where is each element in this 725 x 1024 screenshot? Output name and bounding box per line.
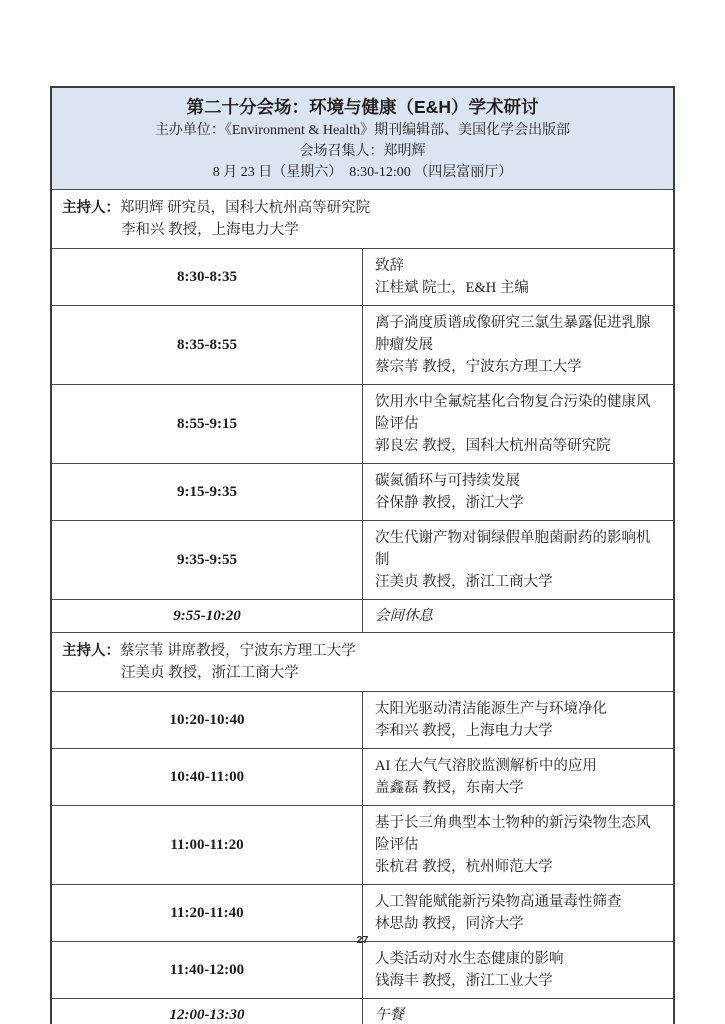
page-number: 27 [356, 934, 369, 946]
talk-speaker: 李和兴 教授，上海电力大学 [375, 723, 553, 739]
talk-title: 太阳光驱动清洁能源生产与环境净化 [375, 701, 607, 717]
moderator-line [62, 640, 663, 662]
talk-title: 饮用水中全氟烷基化合物复合污染的健康风险评估 [375, 394, 651, 432]
session-header-row [51, 87, 674, 190]
session-organizer: 主办单位：《Environment & Health》期刊编辑部、美国化学会出版部 [154, 123, 571, 138]
session-datetime: 8 月 23 日（星期六） 8:30-12:00 （四层富丽厅） [212, 165, 513, 180]
time-cell: 12:00-13:30 [51, 999, 363, 1024]
talk-speaker: 蔡宗苇 教授，宁波东方理工大学 [375, 359, 582, 375]
agenda-row [51, 306, 674, 385]
agenda-row [51, 385, 674, 464]
lunch-row [51, 999, 674, 1024]
talk-speaker: 汪美贞 教授，浙江工商大学 [375, 574, 553, 590]
talk-speaker: 张杭君 教授，杭州师范大学 [375, 859, 553, 875]
agenda-row [51, 942, 674, 999]
talk-cell [363, 885, 675, 942]
talk-cell [363, 806, 675, 885]
talk-title: 致辞 [375, 258, 404, 274]
talk-cell [363, 692, 675, 749]
agenda-row [51, 806, 674, 885]
break-label: 会间休息 [363, 600, 675, 633]
moderator-label: 主持人： [62, 200, 120, 216]
agenda-row [51, 692, 674, 749]
moderators-cell [51, 190, 674, 249]
time-cell: 11:00-11:20 [51, 806, 363, 885]
talk-cell [363, 306, 675, 385]
talk-cell [363, 942, 675, 999]
agenda-row [51, 249, 674, 306]
session-convener: 会场召集人：郑明辉 [299, 144, 426, 159]
moderator-line [62, 197, 663, 219]
moderator-line: 李和兴 教授，上海电力大学 [121, 222, 299, 238]
session-header-cell [51, 87, 674, 190]
talk-cell [363, 521, 675, 600]
talk-speaker: 盖鑫磊 教授，东南大学 [375, 780, 524, 796]
moderator-name: 郑明辉 研究员，国科大杭州高等研究院 [120, 200, 371, 216]
talk-speaker: 林思劼 教授，同济大学 [375, 916, 524, 932]
time-cell: 10:40-11:00 [51, 749, 363, 806]
moderator-label: 主持人： [62, 643, 120, 659]
break-row [51, 600, 674, 633]
talk-title: 碳氮循环与可持续发展 [375, 473, 520, 489]
talk-speaker: 谷保静 教授，浙江大学 [375, 495, 524, 511]
time-cell: 8:30-8:35 [51, 249, 363, 306]
time-cell: 9:35-9:55 [51, 521, 363, 600]
talk-speaker: 钱海丰 教授，浙江工业大学 [375, 973, 553, 989]
moderator-line: 汪美贞 教授，浙江工商大学 [121, 665, 299, 681]
talk-title: 离子淌度质谱成像研究三氯生暴露促进乳腺肿瘤发展 [375, 315, 651, 353]
lunch-label: 午餐 [363, 999, 675, 1024]
talk-title: AI 在大气气溶胶监测解析中的应用 [375, 758, 597, 774]
moderators-cell [51, 633, 674, 692]
session-title: 第二十分会场：环境与健康（E&H）学术研讨 [186, 97, 539, 117]
talk-cell [363, 464, 675, 521]
moderator-name: 蔡宗苇 讲席教授，宁波东方理工大学 [120, 643, 356, 659]
agenda-row [51, 521, 674, 600]
time-cell: 8:55-9:15 [51, 385, 363, 464]
moderators-row [51, 633, 674, 692]
time-cell: 8:35-8:55 [51, 306, 363, 385]
talk-cell [363, 249, 675, 306]
agenda-row [51, 749, 674, 806]
talk-title: 人类活动对水生态健康的影响 [375, 951, 564, 967]
talk-speaker: 郭良宏 教授，国科大杭州高等研究院 [375, 438, 611, 454]
talk-title: 基于长三角典型本土物种的新污染物生态风险评估 [375, 815, 651, 853]
time-cell: 11:40-12:00 [51, 942, 363, 999]
agenda-row [51, 885, 674, 942]
talk-cell [363, 749, 675, 806]
time-cell: 9:55-10:20 [51, 600, 363, 633]
time-cell: 11:20-11:40 [51, 885, 363, 942]
schedule-table [50, 86, 675, 1024]
talk-speaker: 江桂斌 院士，E&H 主编 [375, 280, 529, 296]
time-cell: 9:15-9:35 [51, 464, 363, 521]
talk-cell [363, 385, 675, 464]
talk-title: 人工智能赋能新污染物高通量毒性筛查 [375, 894, 622, 910]
moderators-row [51, 190, 674, 249]
talk-title: 次生代谢产物对铜绿假单胞菌耐药的影响机制 [375, 530, 651, 568]
agenda-row [51, 464, 674, 521]
time-cell: 10:20-10:40 [51, 692, 363, 749]
